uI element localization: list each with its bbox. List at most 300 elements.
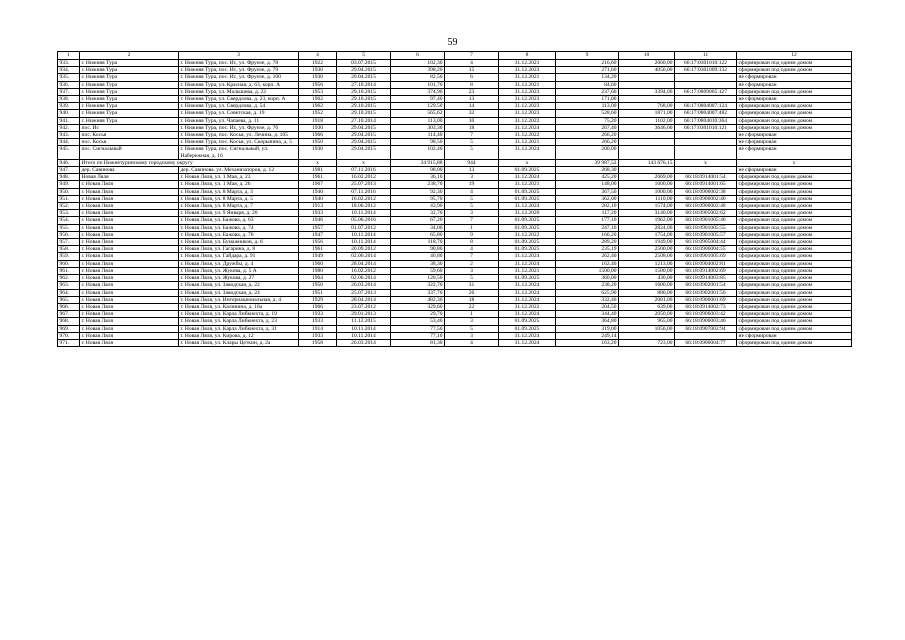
- area-cell: 329,60: [391, 303, 445, 310]
- area-cell: 482,30: [391, 296, 445, 303]
- residents-cell: 1: [445, 311, 499, 318]
- residents-cell: 31: [445, 282, 499, 289]
- table-row: [58, 282, 852, 289]
- year-built-cell: 1966: [299, 132, 337, 139]
- relocation-deadline-cell: 31.12.2021: [499, 181, 556, 188]
- table-row: [58, 146, 852, 159]
- land-status-cell: сформирован под одним домом: [737, 88, 852, 95]
- year-built-cell: 1940: [299, 188, 337, 195]
- table-row: [58, 246, 852, 253]
- area-cell: 120,50: [391, 275, 445, 282]
- row-number-cell: 940.: [58, 110, 80, 117]
- locality-cell: г. Новая Ляля: [80, 267, 179, 274]
- area-cell: 34 915,88: [391, 159, 445, 166]
- cost-cell: 200,00: [556, 146, 619, 159]
- row-number-cell: 945.: [58, 146, 80, 159]
- residents-cell: 4: [445, 188, 499, 195]
- year-built-cell: x: [299, 159, 337, 166]
- row-number-cell: 934.: [58, 67, 80, 74]
- cadastral-number-cell: 66:18:0902001:54: [675, 282, 737, 289]
- residents-cell: 7: [445, 253, 499, 260]
- header-row: [58, 52, 852, 60]
- table-row: [58, 311, 852, 318]
- year-built-cell: 1956: [299, 239, 337, 246]
- year-built-cell: 1933: [299, 210, 337, 217]
- address-cell: г. Новая Ляля, ул. Заводская, д. 24: [179, 289, 299, 296]
- land-area-cell: 768,00: [619, 103, 675, 110]
- cost-cell: 332,40: [556, 296, 619, 303]
- table-row: [58, 81, 852, 88]
- locality-cell: пос. Ис: [80, 124, 179, 131]
- land-area-cell: [619, 146, 675, 159]
- residents-cell: 32: [445, 110, 499, 117]
- cadastral-number-cell: 66:17:0809005:127: [675, 88, 737, 95]
- year-built-cell: 1967: [299, 181, 337, 188]
- date-recognized-cell: 20.09.2012: [337, 246, 391, 253]
- land-area-cell: [619, 332, 675, 339]
- address-cell: г. Новая Ляля, ул. Карла Либкнехта, д. 19: [179, 311, 299, 318]
- year-built-cell: 1914: [299, 325, 337, 332]
- relocation-deadline-cell: 31.12.2024: [499, 289, 556, 296]
- row-number-cell: 943.: [58, 132, 80, 139]
- cadastral-number-cell: 66:18:0906003:42: [675, 311, 737, 318]
- cadastral-number-cell: 66:18:0906004:77: [675, 339, 737, 346]
- row-number-cell: 937.: [58, 88, 80, 95]
- relocation-deadline-cell: 31.12.2021: [499, 267, 556, 274]
- relocation-deadline-cell: 31.12.2021: [499, 60, 556, 67]
- cadastral-number-cell: 66:18:0905004:44: [675, 239, 737, 246]
- land-area-cell: 2050,00: [619, 311, 675, 318]
- date-recognized-cell: 10.11.2014: [337, 332, 391, 339]
- relocation-deadline-cell: 31.12.2020: [499, 210, 556, 217]
- cadastral-number-cell: 66:18:0906001:69: [675, 296, 737, 303]
- cadastral-number-cell: 66:18:0901005:69: [675, 253, 737, 260]
- cost-cell: 204,50: [556, 303, 619, 310]
- locality-cell: г. Новая Ляля: [80, 260, 179, 267]
- land-area-cell: 1949,00: [619, 239, 675, 246]
- residents-cell: 7: [445, 132, 499, 139]
- relocation-deadline-cell: 31.12.2024: [499, 339, 556, 346]
- area-cell: 67,20: [391, 217, 445, 224]
- residents-cell: 5: [445, 146, 499, 159]
- land-area-cell: 1102,00: [619, 117, 675, 124]
- cost-cell: 148,00: [556, 181, 619, 188]
- cadastral-number-cell: 66:18:0907002:94: [675, 325, 737, 332]
- row-number-cell: 958.: [58, 246, 80, 253]
- locality-cell: г. Новая Ляля: [80, 325, 179, 332]
- header-cell-2: 2: [80, 52, 179, 60]
- row-number-cell: 941.: [58, 117, 80, 124]
- land-status-cell: не сформирован: [737, 332, 852, 339]
- cadastral-number-cell: 66:18:0902001:56: [675, 289, 737, 296]
- land-area-cell: 2500,00: [619, 246, 675, 253]
- address-cell: г. Новая Ляля, ул. Карла Либкнехта, д. 23: [179, 318, 299, 325]
- row-number-cell: 956.: [58, 231, 80, 238]
- date-recognized-cell: 28.04.2014: [337, 260, 391, 267]
- date-recognized-cell: 16.02.2012: [337, 174, 391, 181]
- header-cell-11: 11: [675, 52, 737, 60]
- year-built-cell: 1933: [299, 311, 337, 318]
- row-number-cell: 951.: [58, 195, 80, 202]
- land-status-cell: сформирован под одним домом: [737, 224, 852, 231]
- date-recognized-cell: 10.11.2014: [337, 239, 391, 246]
- row-number-cell: 963.: [58, 282, 80, 289]
- land-area-cell: 886,00: [619, 289, 675, 296]
- cost-cell: 84,60: [556, 81, 619, 88]
- housing-register-table: [57, 51, 852, 347]
- residents-cell: 3: [445, 210, 499, 217]
- cost-cell: 268,30: [556, 167, 619, 174]
- cost-cell: 266,20: [556, 139, 619, 146]
- row-number-cell: 959.: [58, 253, 80, 260]
- address-cell: г. Новая Ляля, ул. Интернациональная, д. 4: [179, 296, 299, 303]
- row-number-cell: 939.: [58, 103, 80, 110]
- relocation-deadline-cell: 01.09.2025: [499, 167, 556, 174]
- residents-cell: 9: [445, 231, 499, 238]
- cadastral-number-cell: 66:18:0904002:81: [675, 260, 737, 267]
- table-row: [58, 110, 852, 117]
- header-cell-12: 12: [737, 52, 852, 60]
- date-recognized-cell: 29.10.2015: [337, 88, 391, 95]
- land-area-cell: 1213,00: [619, 260, 675, 267]
- cadastral-number-cell: 66:18:0905002:62: [675, 210, 737, 217]
- cost-cell: 162,40: [556, 260, 619, 267]
- address-cell: г. Новая Ляля, ул. Бажова, д. 63: [179, 217, 299, 224]
- table-row: [58, 303, 852, 310]
- land-area-cell: 1754,00: [619, 231, 675, 238]
- locality-cell: г. Нижняя Тура: [80, 103, 179, 110]
- cost-cell: 235,19: [556, 246, 619, 253]
- address-cell: г. Нижняя Тура, ул. Свердлова, д. 54: [179, 103, 299, 110]
- area-cell: 398,20: [391, 67, 445, 74]
- residents-cell: 8: [445, 239, 499, 246]
- land-status-cell: сформирован под одним домом: [737, 195, 852, 202]
- land-area-cell: 1000,00: [619, 188, 675, 195]
- address-cell: г. Новая Ляля, ул. 8 Марта, д. 5: [179, 195, 299, 202]
- row-number-cell: 936.: [58, 81, 80, 88]
- land-status-cell: сформирован под одним домом: [737, 174, 852, 181]
- relocation-deadline-cell: 31.12.2023: [499, 110, 556, 117]
- area-cell: 114,40: [391, 132, 445, 139]
- table-row: [58, 275, 852, 282]
- year-built-cell: 1961: [299, 174, 337, 181]
- area-cell: 102,40: [391, 146, 445, 159]
- relocation-deadline-cell: 31.12.2021: [499, 74, 556, 81]
- date-recognized-cell: 10.11.2014: [337, 210, 391, 217]
- land-status-cell: не сформирован: [737, 139, 852, 146]
- cost-cell: 249,14: [556, 332, 619, 339]
- table-row: [58, 260, 852, 267]
- row-number-cell: 947.: [58, 167, 80, 174]
- row-number-cell: 964.: [58, 289, 80, 296]
- year-built-cell: 1962: [299, 96, 337, 103]
- cost-cell: 625,90: [556, 289, 619, 296]
- land-area-cell: 1000,00: [619, 181, 675, 188]
- cadastral-number-cell: [675, 146, 737, 159]
- row-number-cell: 962.: [58, 275, 80, 282]
- cadastral-number-cell: 66:17:0301010:121: [675, 124, 737, 131]
- date-recognized-cell: 18.06.2012: [337, 203, 391, 210]
- row-number-cell: 957.: [58, 239, 80, 246]
- land-area-cell: 965,00: [619, 318, 675, 325]
- table-row: [58, 181, 852, 188]
- year-built-cell: 1922: [299, 60, 337, 67]
- row-number-cell: 968.: [58, 318, 80, 325]
- year-built-cell: 1930: [299, 146, 337, 159]
- relocation-deadline-cell: 31.12.2024: [499, 332, 556, 339]
- header-cell-4: 4: [299, 52, 337, 60]
- table-row: [58, 195, 852, 202]
- cost-cell: 39 987,52: [556, 159, 619, 166]
- relocation-deadline-cell: 31.12.2022: [499, 117, 556, 124]
- land-status-cell: не сформирован: [737, 74, 852, 81]
- land-area-cell: 1871,00: [619, 110, 675, 117]
- relocation-deadline-cell: 31.12.2024: [499, 260, 556, 267]
- area-cell: 29,70: [391, 311, 445, 318]
- date-recognized-cell: 27.10.2014: [337, 117, 391, 124]
- table-row: [58, 203, 852, 210]
- locality-cell: пос. Сигнальный: [80, 146, 179, 159]
- land-status-cell: сформирован под одним домом: [737, 303, 852, 310]
- locality-cell: Итого по Нижнетуринскому городскому округу: [80, 159, 299, 166]
- cost-cell: 271,60: [556, 67, 619, 74]
- relocation-deadline-cell: 31.12.2022: [499, 132, 556, 139]
- cadastral-number-cell: 66:18:0906004:55: [675, 246, 737, 253]
- land-status-cell: сформирован под одним домом: [737, 253, 852, 260]
- area-cell: 303,30: [391, 124, 445, 131]
- cost-cell: 267,40: [556, 124, 619, 131]
- land-status-cell: x: [737, 159, 852, 166]
- row-number-cell: 961.: [58, 267, 80, 274]
- cadastral-number-cell: 66:18:0914001:65: [675, 181, 737, 188]
- date-recognized-cell: 29.04.2015: [337, 146, 391, 159]
- address-cell: г. Нижняя Тура, пос. Ис, ул. Фрунзе, д. 100: [179, 74, 299, 81]
- area-cell: 374,90: [391, 88, 445, 95]
- table-row: [58, 267, 852, 274]
- relocation-deadline-cell: 01.09.2025: [499, 246, 556, 253]
- area-cell: 95,70: [391, 195, 445, 202]
- cadastral-number-cell: 66:18:0901005:46: [675, 217, 737, 224]
- cost-cell: 177,10: [556, 217, 619, 224]
- cadastral-number-cell: [675, 81, 737, 88]
- cost-cell: 266,20: [556, 132, 619, 139]
- cost-cell: 171,00: [556, 96, 619, 103]
- cadastral-number-cell: [675, 167, 737, 174]
- year-built-cell: 1952: [299, 110, 337, 117]
- year-built-cell: 1933: [299, 332, 337, 339]
- residents-cell: 22: [445, 303, 499, 310]
- locality-cell: г. Новая Ляля: [80, 246, 179, 253]
- relocation-deadline-cell: 31.12.2022: [499, 303, 556, 310]
- address-cell: г. Новая Ляля, ул. Клары Цеткин, д. 2а: [179, 339, 299, 346]
- land-status-cell: сформирован под одним домом: [737, 188, 852, 195]
- relocation-deadline-cell: 31.12.2023: [499, 96, 556, 103]
- area-cell: 337,70: [391, 289, 445, 296]
- land-area-cell: [619, 167, 675, 174]
- table-row: [58, 239, 852, 246]
- row-number-cell: 949.: [58, 181, 80, 188]
- residents-cell: 944: [445, 159, 499, 166]
- address-cell: г. Новая Ляля, ул. Гагарина, д. 8: [179, 246, 299, 253]
- locality-cell: пос. Косья: [80, 139, 179, 146]
- row-number-cell: 971.: [58, 339, 80, 346]
- land-status-cell: не сформирован: [737, 96, 852, 103]
- year-built-cell: 1956: [299, 81, 337, 88]
- year-built-cell: 1960: [299, 260, 337, 267]
- address-cell: г. Новая Ляля, ул. 1 Мая, д. 23: [179, 174, 299, 181]
- area-cell: 101,70: [391, 81, 445, 88]
- cost-cell: 237,60: [556, 88, 619, 95]
- cost-cell: 364,80: [556, 318, 619, 325]
- land-status-cell: сформирован под одним домом: [737, 311, 852, 318]
- locality-cell: г. Новая Ляля: [80, 203, 179, 210]
- date-recognized-cell: 29.10.2015: [337, 110, 391, 117]
- cadastral-number-cell: 66:18:0906002:40: [675, 195, 737, 202]
- address-cell: г. Новая Ляля, ул. Бажова, д. 76: [179, 231, 299, 238]
- row-number-cell: 942.: [58, 124, 80, 131]
- cadastral-number-cell: [675, 132, 737, 139]
- area-cell: 565,62: [391, 110, 445, 117]
- address-cell: г. Нижняя Тура, ул. Красная, д. 63, корп. А: [179, 81, 299, 88]
- address-cell: г. Новая Ляля, ул. 8 Марта, д. 7: [179, 203, 299, 210]
- locality-cell: г. Новая Ляля: [80, 289, 179, 296]
- relocation-deadline-cell: 31.12.2021: [499, 139, 556, 146]
- area-cell: 92,30: [391, 188, 445, 195]
- cost-cell: 528,60: [556, 110, 619, 117]
- address-cell: г. Новая Ляля, ул. Карла Либкнехта, д. 31: [179, 325, 299, 332]
- date-recognized-cell: 07.11.2016: [337, 167, 391, 174]
- row-number-cell: 950.: [58, 188, 80, 195]
- land-status-cell: сформирован под одним домом: [737, 181, 852, 188]
- locality-cell: г. Новая Ляля: [80, 210, 179, 217]
- cadastral-number-cell: 66:18:0901005:57: [675, 231, 737, 238]
- land-status-cell: сформирован под одним домом: [737, 210, 852, 217]
- address-cell: г. Новая Ляля, ул. 8 Марта, д. 3: [179, 188, 299, 195]
- residents-cell: 18: [445, 296, 499, 303]
- area-cell: 38,30: [391, 260, 445, 267]
- residents-cell: 18: [445, 124, 499, 131]
- cadastral-number-cell: 66:17:0804010:364: [675, 117, 737, 124]
- relocation-deadline-cell: 01.09.2025: [499, 195, 556, 202]
- locality-cell: г. Нижняя Тура: [80, 74, 179, 81]
- year-built-cell: 1949: [299, 253, 337, 260]
- year-built-cell: 1961: [299, 246, 337, 253]
- year-built-cell: 1958: [299, 339, 337, 346]
- table-row: [58, 318, 852, 325]
- table-row: [58, 325, 852, 332]
- year-built-cell: 1957: [299, 224, 337, 231]
- land-area-cell: 430,00: [619, 275, 675, 282]
- year-built-cell: 1946: [299, 217, 337, 224]
- relocation-deadline-cell: 31.12.2023: [499, 103, 556, 110]
- area-cell: 40,80: [391, 253, 445, 260]
- area-cell: 129,50: [391, 103, 445, 110]
- date-recognized-cell: 29.04.2015: [337, 132, 391, 139]
- land-status-cell: сформирован под одним домом: [737, 60, 852, 67]
- address-cell: г. Нижняя Тура, ул. Малышева, д. 22: [179, 88, 299, 95]
- cost-cell: 367,50: [556, 188, 619, 195]
- land-area-cell: 1600,00: [619, 282, 675, 289]
- area-cell: 90,80: [391, 246, 445, 253]
- cost-cell: 163,20: [556, 339, 619, 346]
- date-recognized-cell: 11.12.2015: [337, 318, 391, 325]
- date-recognized-cell: 25.07.2013: [337, 289, 391, 296]
- land-area-cell: 723,00: [619, 339, 675, 346]
- cost-cell: 134,20: [556, 74, 619, 81]
- land-area-cell: [619, 96, 675, 103]
- land-status-cell: сформирован под одним домом: [737, 117, 852, 124]
- locality-cell: г. Нижняя Тура: [80, 117, 179, 124]
- row-number-cell: 946.: [58, 159, 80, 166]
- page-number: 59: [447, 37, 458, 48]
- land-status-cell: сформирован под одним домом: [737, 67, 852, 74]
- land-area-cell: 3140,00: [619, 210, 675, 217]
- date-recognized-cell: 16.02.2012: [337, 195, 391, 202]
- locality-cell: г. Новая Ляля: [80, 231, 179, 238]
- year-built-cell: 1962: [299, 103, 337, 110]
- address-cell: г. Новая Ляля, ул. Дружбы, д. 4: [179, 260, 299, 267]
- table-row: [58, 296, 852, 303]
- table-row: [58, 88, 852, 95]
- locality-cell: Новая Ляля: [80, 174, 179, 181]
- table-row: [58, 132, 852, 139]
- table-row: [58, 103, 852, 110]
- cost-cell: 216,60: [556, 60, 619, 67]
- locality-cell: г. Новая Ляля: [80, 239, 179, 246]
- row-number-cell: 935.: [58, 74, 80, 81]
- residents-cell: 4: [445, 339, 499, 346]
- residents-cell: 26: [445, 289, 499, 296]
- area-cell: 82,50: [391, 74, 445, 81]
- cadastral-number-cell: x: [675, 159, 737, 166]
- address-cell: г. Нижняя Тура, пос. Косья, ул. Лечина, д. 105: [179, 132, 299, 139]
- area-cell: 43,90: [391, 203, 445, 210]
- residents-cell: 4: [445, 246, 499, 253]
- locality-cell: г. Новая Ляля: [80, 303, 179, 310]
- relocation-deadline-cell: 01.09.2025: [499, 217, 556, 224]
- table-row: [58, 159, 852, 166]
- table-row: [58, 60, 852, 67]
- address-cell: г. Новая Ляля, ул. Гайдара, д. 91: [179, 253, 299, 260]
- address-cell: г. Новая Ляля, ул. Жукова, д. 27: [179, 275, 299, 282]
- land-status-cell: сформирован под одним домом: [737, 124, 852, 131]
- residents-cell: 19: [445, 181, 499, 188]
- year-built-cell: 1918: [299, 117, 337, 124]
- relocation-deadline-cell: 31.12.2024: [499, 282, 556, 289]
- cost-cell: 319,00: [556, 325, 619, 332]
- year-built-cell: 1913: [299, 203, 337, 210]
- locality-cell: г. Нижняя Тура: [80, 88, 179, 95]
- locality-cell: г. Новая Ляля: [80, 282, 179, 289]
- relocation-deadline-cell: 31.12.2024: [499, 203, 556, 210]
- residents-cell: 6: [445, 74, 499, 81]
- date-recognized-cell: 27.10.2014: [337, 81, 391, 88]
- year-built-cell: 1951: [299, 289, 337, 296]
- cadastral-number-cell: 66:17:0804007:124: [675, 103, 737, 110]
- locality-cell: г. Новая Ляля: [80, 253, 179, 260]
- date-recognized-cell: 29.10.2015: [337, 103, 391, 110]
- date-recognized-cell: 01.07.2012: [337, 224, 391, 231]
- address-cell: г. Новая Ляля, ул. Бумажников, д. 6: [179, 239, 299, 246]
- row-number-cell: 948.: [58, 174, 80, 181]
- cost-cell: 247,10: [556, 224, 619, 231]
- land-area-cell: [619, 81, 675, 88]
- row-number-cell: 944.: [58, 139, 80, 146]
- cadastral-number-cell: [675, 74, 737, 81]
- date-recognized-cell: 29.01.2013: [337, 311, 391, 318]
- table-row: [58, 339, 852, 346]
- area-cell: 98,00: [391, 167, 445, 174]
